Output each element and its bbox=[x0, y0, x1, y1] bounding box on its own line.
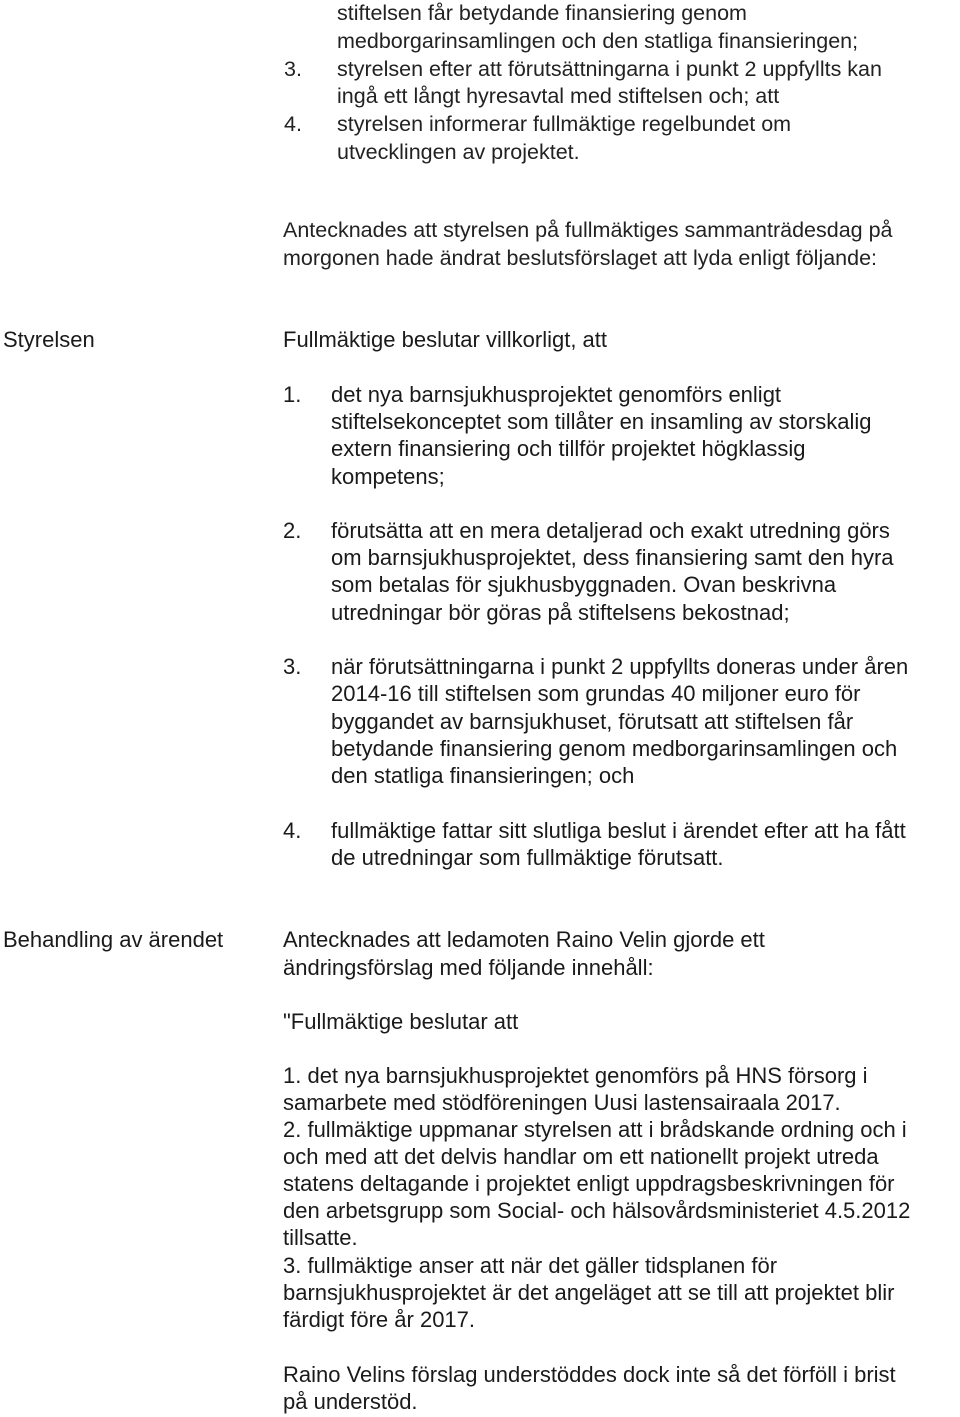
proposal-line: 1. det nya barnsjukhusprojektet genomförs på HNS försorg i bbox=[283, 1063, 868, 1088]
list-item-text: ingå ett långt hyresavtal med stiftelsen och; att bbox=[337, 84, 780, 108]
proposal-line: 3. fullmäktige anser att när det gäller tidsplanen för bbox=[283, 1253, 778, 1278]
section-label: Behandling av ärendet bbox=[3, 927, 224, 952]
continuation-text: medborgarinsamlingen och den statliga finansieringen; bbox=[337, 29, 859, 53]
list-item-number: 3. bbox=[283, 654, 302, 679]
outcome-line: på understöd. bbox=[283, 1389, 418, 1414]
list-item-number: 4. bbox=[284, 112, 302, 136]
proposal-line: färdigt före år 2017. bbox=[283, 1307, 476, 1332]
list-item-number: 2. bbox=[283, 518, 302, 543]
list-item-number: 3. bbox=[284, 57, 302, 81]
section-label: Styrelsen bbox=[3, 327, 95, 352]
list-item-text: styrelsen efter att förutsättningarna i punkt 2 uppfyllts kan bbox=[337, 57, 882, 81]
list-item-text: utvecklingen av projektet. bbox=[337, 140, 580, 164]
list-item-number: 1. bbox=[283, 382, 302, 407]
proposal-line: och med att det delvis handlar om ett nationellt projekt utreda bbox=[283, 1144, 879, 1169]
outcome-line: Raino Velins förslag understöddes dock inte så det förföll i brist bbox=[283, 1362, 896, 1387]
note-text: morgonen hade ändrat beslutsförslaget att lyda enligt följande: bbox=[283, 246, 878, 270]
list-item-text: kompetens; bbox=[331, 464, 445, 489]
behandling-intro: Antecknades att ledamoten Raino Velin gjorde ett bbox=[283, 927, 765, 952]
list-item-text: styrelsen informerar fullmäktige regelbundet om bbox=[337, 112, 792, 136]
proposal-line: barnsjukhusprojektet är det angeläget att se till att projektet blir bbox=[283, 1280, 895, 1305]
proposal-line: tillsatte. bbox=[283, 1225, 358, 1250]
note-text: Antecknades att styrelsen på fullmäktiges sammanträdesdag på bbox=[283, 218, 893, 242]
behandling-intro: ändringsförslag med följande innehåll: bbox=[283, 955, 654, 980]
list-item-text: om barnsjukhusprojektet, dess finansiering samt den hyra bbox=[331, 545, 894, 570]
quote-heading: "Fullmäktige beslutar att bbox=[283, 1009, 519, 1034]
list-item-text: betydande finansiering genom medborgarinsamlingen och bbox=[331, 736, 898, 761]
list-item-text: byggandet av barnsjukhuset, förutsatt att stiftelsen får bbox=[331, 709, 854, 734]
list-item-text: den statliga finansieringen; och bbox=[331, 763, 635, 788]
list-item-number: 4. bbox=[283, 818, 302, 843]
list-item-text: det nya barnsjukhusprojektet genomförs enligt bbox=[331, 382, 782, 407]
list-item-text: 2014-16 till stiftelsen som grundas 40 miljoner euro för bbox=[331, 681, 861, 706]
list-item-text: de utredningar som fullmäktige förutsatt. bbox=[331, 845, 724, 870]
list-item-text: som betalas för sjukhusbyggnaden. Ovan beskrivna bbox=[331, 572, 837, 597]
list-item-text: fullmäktige fattar sitt slutliga beslut i ärendet efter att ha fått bbox=[331, 818, 906, 843]
proposal-line: den arbetsgrupp som Social- och hälsovårdsministeriet 4.5.2012 bbox=[283, 1198, 911, 1223]
list-item-text: extern finansiering och tillför projektet högklassig bbox=[331, 436, 806, 461]
list-item-text: när förutsättningarna i punkt 2 uppfyllts doneras under åren bbox=[331, 654, 909, 679]
section-heading: Fullmäktige beslutar villkorligt, att bbox=[283, 327, 608, 352]
list-item-text: stiftelsekonceptet som tillåter en insamling av storskalig bbox=[331, 409, 872, 434]
list-item-text: utredningar bör göras på stiftelsens bekostnad; bbox=[331, 600, 790, 625]
list-item-text: förutsätta att en mera detaljerad och exakt utredning görs bbox=[331, 518, 890, 543]
continuation-text: stiftelsen får betydande finansiering genom bbox=[337, 1, 747, 25]
proposal-line: statens deltagande i projektet enligt uppdragsbeskrivningen för bbox=[283, 1171, 895, 1196]
proposal-line: 2. fullmäktige uppmanar styrelsen att i brådskande ordning och i bbox=[283, 1117, 907, 1142]
proposal-line: samarbete med stödföreningen Uusi lastensairaala 2017. bbox=[283, 1090, 841, 1115]
